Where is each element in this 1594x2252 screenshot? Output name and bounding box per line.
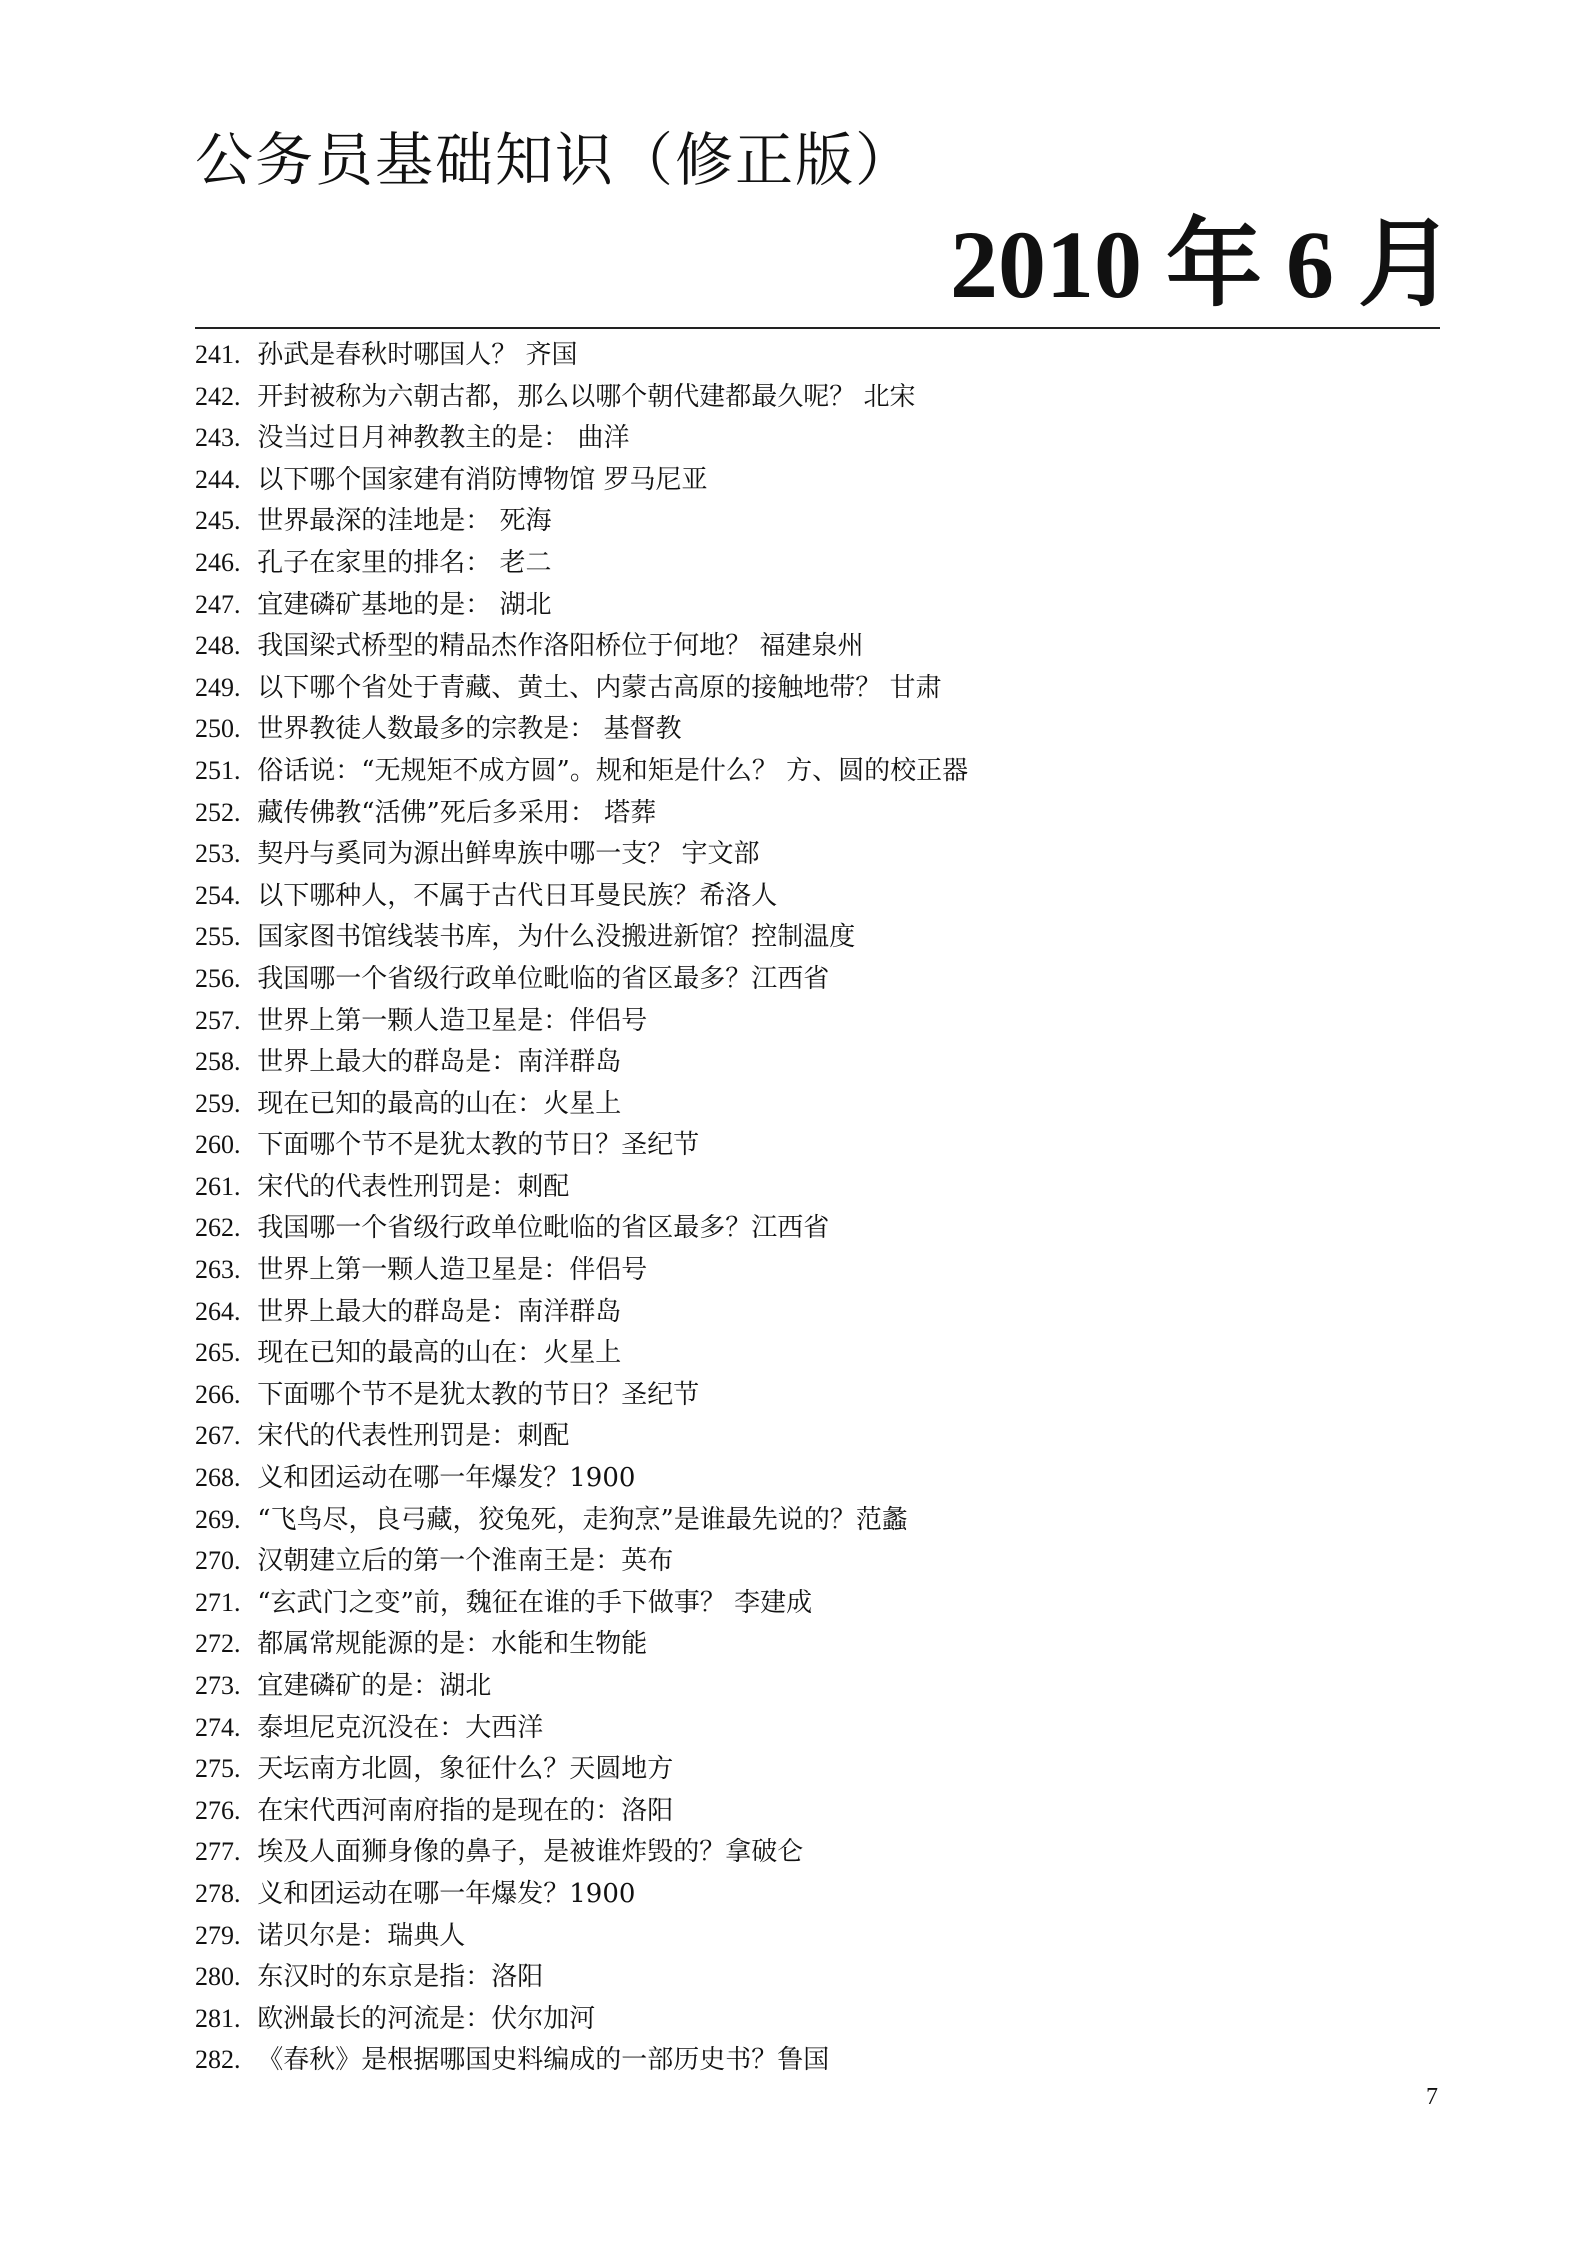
question-text: 泰坦尼克沉没在：大西洋 xyxy=(257,1712,544,1743)
question-text: 我国梁式桥型的精品杰作洛阳桥位于何地？ 福建泉州 xyxy=(257,631,864,662)
question-text: 俗话说：“无规矩不成方圆”。规和矩是什么？ 方、圆的校正器 xyxy=(257,755,969,786)
question-number: 256. xyxy=(195,963,241,993)
question-text: 《春秋》是根据哪国史料编成的一部历史书？鲁国 xyxy=(257,2045,830,2076)
list-item xyxy=(195,1540,1435,1582)
question-number: 270. xyxy=(195,1546,241,1576)
list-item xyxy=(195,584,1435,626)
list-item xyxy=(195,1124,1435,1166)
question-text: 我国哪一个省级行政单位毗临的省区最多？江西省 xyxy=(257,963,830,994)
question-number: 267. xyxy=(195,1421,241,1451)
question-number: 262. xyxy=(195,1213,241,1243)
question-number: 258. xyxy=(195,1047,241,1077)
page-number: 7 xyxy=(1426,2084,1438,2110)
list-item xyxy=(195,1207,1435,1249)
question-number: 275. xyxy=(195,1754,241,1784)
list-item xyxy=(195,708,1435,750)
question-number: 251. xyxy=(195,755,241,785)
question-text: 世界上第一颗人造卫星是：伴侣号 xyxy=(257,1005,648,1036)
question-text: 开封被称为六朝古都，那么以哪个朝代建都最久呢？ 北宋 xyxy=(257,381,916,412)
header-divider xyxy=(195,327,1440,329)
question-text: 国家图书馆线装书库，为什么没搬进新馆？控制温度 xyxy=(257,922,856,953)
list-item xyxy=(195,1998,1435,2040)
question-text: 现在已知的最高的山在：火星上 xyxy=(257,1088,622,1119)
list-item xyxy=(195,376,1435,418)
list-item xyxy=(195,625,1435,667)
question-number: 243. xyxy=(195,423,241,453)
question-number: 241. xyxy=(195,340,241,369)
question-text: 汉朝建立后的第一个淮南王是：英布 xyxy=(257,1546,674,1577)
question-number: 278. xyxy=(195,1878,241,1908)
question-text: 下面哪个节不是犹太教的节日？圣纪节 xyxy=(257,1130,700,1161)
list-item xyxy=(195,1873,1435,1915)
question-number: 252. xyxy=(195,797,241,827)
list-item xyxy=(195,459,1435,501)
question-text: 世界上第一颗人造卫星是：伴侣号 xyxy=(257,1255,648,1286)
question-text: 东汉时的东京是指：洛阳 xyxy=(257,1962,544,1993)
document-title: 公务员基础知识（修正版） xyxy=(195,126,916,194)
question-text: 宜建磷矿基地的是： 湖北 xyxy=(257,589,552,620)
list-item xyxy=(195,1415,1435,1457)
question-text: 没当过日月神教教主的是： 曲洋 xyxy=(257,423,630,454)
question-number: 242. xyxy=(195,381,241,411)
list-item xyxy=(195,958,1435,1000)
list-item xyxy=(195,1748,1435,1790)
question-number: 257. xyxy=(195,1005,241,1035)
question-text: 宋代的代表性刑罚是：刺配 xyxy=(257,1171,570,1202)
list-item xyxy=(195,1707,1435,1749)
list-item xyxy=(195,1582,1435,1624)
question-text: 诺贝尔是：瑞典人 xyxy=(257,1920,466,1951)
list-item xyxy=(195,1623,1435,1665)
question-text: 下面哪个节不是犹太教的节日？圣纪节 xyxy=(257,1379,700,1410)
list-item xyxy=(195,1041,1435,1083)
question-number: 279. xyxy=(195,1920,241,1950)
question-text: 世界上最大的群岛是：南洋群岛 xyxy=(257,1296,622,1327)
question-number: 250. xyxy=(195,714,241,744)
list-item xyxy=(195,1915,1435,1957)
list-item xyxy=(195,1790,1435,1832)
list-item xyxy=(195,500,1435,542)
question-text: 以下哪个省处于青藏、黄土、内蒙古高原的接触地带？ 甘肃 xyxy=(257,672,942,703)
list-item xyxy=(195,667,1435,709)
question-number: 254. xyxy=(195,880,241,910)
question-number: 244. xyxy=(195,464,241,494)
question-number: 259. xyxy=(195,1088,241,1118)
question-text: 契丹与奚同为源出鲜卑族中哪一支？ 宇文部 xyxy=(257,839,760,870)
question-number: 276. xyxy=(195,1795,241,1825)
question-text: 藏传佛教“活佛”死后多采用： 塔葬 xyxy=(257,797,657,828)
question-text: 宜建磷矿的是：湖北 xyxy=(257,1671,492,1701)
question-text: “玄武门之变”前，魏征在谁的手下做事？ 李建成 xyxy=(257,1587,813,1618)
question-text: 埃及人面狮身像的鼻子，是被谁炸毁的？拿破仑 xyxy=(257,1837,804,1868)
list-item xyxy=(195,2039,1435,2081)
question-text: 义和团运动在哪一年爆发？1900 xyxy=(257,1878,636,1909)
document-date: 2010 年 6 月 xyxy=(950,211,1454,318)
question-number: 248. xyxy=(195,631,241,661)
question-text: 以下哪种人，不属于古代日耳曼民族？希洛人 xyxy=(257,880,778,911)
list-item xyxy=(195,916,1435,958)
question-number: 268. xyxy=(195,1463,241,1493)
list-item xyxy=(195,1249,1435,1291)
question-text: 以下哪个国家建有消防博物馆 罗马尼亚 xyxy=(257,464,708,495)
question-number: 253. xyxy=(195,839,241,869)
list-item xyxy=(195,1166,1435,1208)
list-item xyxy=(195,1831,1435,1873)
list-item xyxy=(195,334,1435,376)
list-item xyxy=(195,1291,1435,1333)
list-item xyxy=(195,875,1435,917)
list-item xyxy=(195,1083,1435,1125)
question-text: 天坛南方北圆，象征什么？天圆地方 xyxy=(257,1754,674,1785)
question-number: 282. xyxy=(195,2045,241,2075)
list-item xyxy=(195,1956,1435,1998)
question-text: 宋代的代表性刑罚是：刺配 xyxy=(257,1421,570,1452)
question-number: 261. xyxy=(195,1171,241,1201)
question-number: 249. xyxy=(195,672,241,702)
question-text: 孔子在家里的排名： 老二 xyxy=(257,547,552,578)
list-item xyxy=(195,833,1435,875)
question-number: 273. xyxy=(195,1671,241,1700)
list-item xyxy=(195,792,1435,834)
list-item xyxy=(195,1332,1435,1374)
question-number: 269. xyxy=(195,1504,241,1534)
question-number: 274. xyxy=(195,1712,241,1742)
question-text: 都属常规能源的是：水能和生物能 xyxy=(257,1629,648,1660)
question-text: 欧洲最长的河流是：伏尔加河 xyxy=(257,2003,596,2034)
question-number: 255. xyxy=(195,922,241,952)
list-item xyxy=(195,1374,1435,1416)
question-number: 266. xyxy=(195,1379,241,1409)
list-item xyxy=(195,417,1435,459)
list-item xyxy=(195,750,1435,792)
question-text: 义和团运动在哪一年爆发？1900 xyxy=(257,1463,636,1494)
question-number: 277. xyxy=(195,1837,241,1867)
question-number: 272. xyxy=(195,1629,241,1659)
question-number: 264. xyxy=(195,1296,241,1326)
question-number: 246. xyxy=(195,547,241,577)
list-item xyxy=(195,1457,1435,1499)
question-text: “飞鸟尽，良弓藏，狡兔死，走狗烹”是谁最先说的？范蠡 xyxy=(257,1504,908,1535)
question-list xyxy=(195,334,1435,2081)
question-number: 245. xyxy=(195,506,241,536)
question-text: 世界上最大的群岛是：南洋群岛 xyxy=(257,1047,622,1078)
question-number: 281. xyxy=(195,2003,241,2033)
question-text: 现在已知的最高的山在：火星上 xyxy=(257,1338,622,1369)
list-item xyxy=(195,1499,1435,1541)
question-text: 孙武是春秋时哪国人？ 齐国 xyxy=(257,340,578,370)
question-number: 280. xyxy=(195,1962,241,1992)
list-item xyxy=(195,542,1435,584)
question-number: 260. xyxy=(195,1130,241,1160)
question-number: 265. xyxy=(195,1338,241,1368)
question-number: 271. xyxy=(195,1587,241,1617)
question-number: 247. xyxy=(195,589,241,619)
list-item xyxy=(195,1665,1435,1707)
question-text: 我国哪一个省级行政单位毗临的省区最多？江西省 xyxy=(257,1213,830,1244)
list-item xyxy=(195,1000,1435,1042)
question-text: 世界最深的洼地是： 死海 xyxy=(257,506,552,537)
question-number: 263. xyxy=(195,1255,241,1285)
question-text: 世界教徒人数最多的宗教是： 基督教 xyxy=(257,714,682,745)
question-text: 在宋代西河南府指的是现在的：洛阳 xyxy=(257,1795,674,1826)
